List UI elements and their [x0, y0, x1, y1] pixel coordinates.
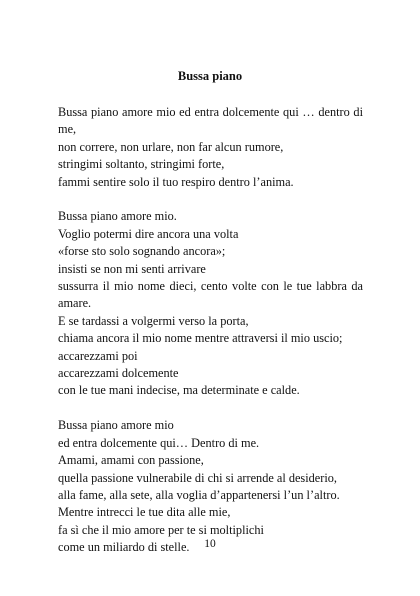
- poem-line: E se tardassi a volgermi verso la porta,: [58, 313, 249, 328]
- poem-line: Bussa piano amore mio.: [58, 209, 177, 224]
- stanza-3: [58, 417, 363, 556]
- stanza-2: [58, 208, 363, 399]
- poem-line: Amami, amami con passione,: [58, 453, 204, 468]
- poem-line: fammi sentire solo il tuo respiro dentro l’anima.: [58, 174, 294, 189]
- poem-line: insisti se non mi senti arrivare: [58, 261, 206, 276]
- poem-line: ed entra dolcemente qui… Dentro di me.: [58, 435, 260, 450]
- poem-body: [58, 104, 363, 574]
- poem-title: Bussa piano: [177, 69, 243, 83]
- poem-line: quella passione vulnerabile di chi si arrende al desiderio,: [58, 470, 337, 485]
- poem-line: alla fame, alla sete, alla voglia d’appartenersi l’un l’altro.: [58, 487, 340, 502]
- poem-line: accarezzami dolcemente: [58, 366, 179, 381]
- poem-line: me,: [58, 122, 77, 137]
- poem-line: Mentre intrecci le tue dita alle mie,: [58, 505, 231, 520]
- poem-line: fa sì che il mio amore per te si moltiplichi: [58, 522, 264, 537]
- poem-line: sussurra il mio nome dieci, cento volte con le tue labbra da: [58, 279, 363, 294]
- poem-line: Bussa piano amore mio: [58, 418, 174, 433]
- poem-line: stringimi soltanto, stringimi forte,: [58, 157, 225, 172]
- poem-line: non correre, non urlare, non far alcun rumore,: [58, 139, 284, 154]
- poem-line: accarezzami poi: [58, 348, 138, 363]
- stanza-1: [58, 104, 363, 191]
- poem-line: «forse sto solo sognando ancora»;: [58, 244, 226, 259]
- poem-line: chiama ancora il mio nome mentre attraversi il mio uscio;: [58, 331, 343, 346]
- page-number: 10: [204, 538, 216, 550]
- poem-line: amare.: [58, 296, 92, 311]
- poem-line: Bussa piano amore mio ed entra dolcemente qui … dentro di: [58, 105, 363, 119]
- poem-line: con le tue mani indecise, ma determinate e calde.: [58, 383, 300, 398]
- poem-line: come un miliardo di stelle.: [58, 540, 190, 555]
- poem-line: Voglio potermi dire ancora una volta: [58, 226, 239, 241]
